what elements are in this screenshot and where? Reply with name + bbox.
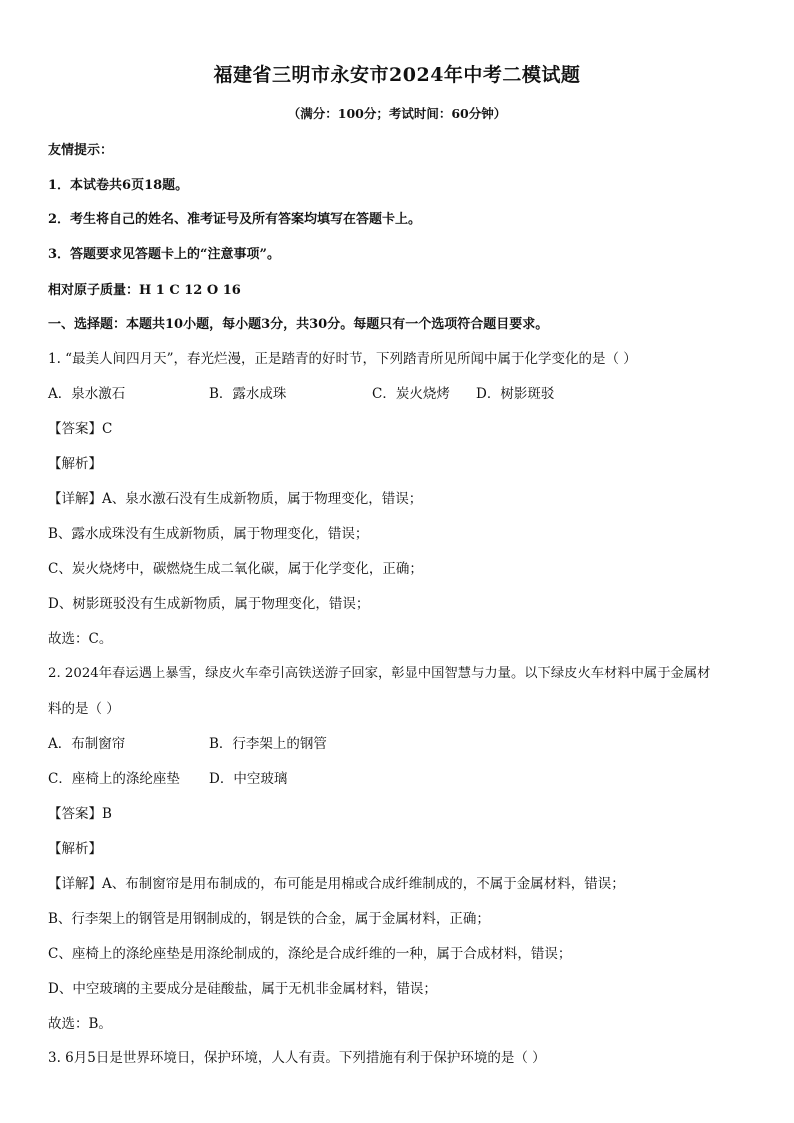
detail-line: 【详解】A、布制窗帘是用布制成的，布可能是用棉或合成纤维制成的，不属于金属材料，错误； (48, 876, 625, 892)
atomic-mass-note: 相对原子质量：H 1 C 12 O 16 (48, 283, 241, 298)
option-d: D．树影斑驳 (476, 386, 555, 402)
option-a: A．泉水激石 (48, 386, 126, 402)
section-heading: 一、选择题：本题共10小题，每小题3分，共30分。每题只有一个选项符合题目要求。 (48, 317, 549, 332)
detail-line: B、露水成珠没有生成新物质，属于物理变化，错误； (48, 526, 369, 542)
detail-line: B、行李架上的钢管是用钢制成的，钢是铁的合金，属于金属材料，正确； (48, 911, 490, 927)
answer-line: 【答案】B (48, 806, 112, 822)
detail-line: D、中空玻璃的主要成分是硅酸盐，属于无机非金属材料，错误； (48, 981, 437, 997)
analysis-heading: 【解析】 (48, 456, 102, 472)
page-title: 福建省三明市永安市2024年中考二模试题 (213, 64, 581, 86)
question-stem: 3. 6月5日是世界环境日，保护环境，人人有责。下列措施有利于保护环境的是（ ） (48, 1050, 546, 1066)
notice-item: 1．本试卷共6页18题。 (48, 178, 189, 193)
exam-info: （满分：100分；考试时间：60分钟） (287, 106, 507, 121)
option-b: B．行李架上的钢管 (209, 736, 327, 752)
option-b: B．露水成珠 (209, 386, 287, 402)
option-c: C．炭火烧烤 (372, 386, 450, 402)
option-a: A．布制窗帘 (48, 736, 126, 752)
analysis-heading: 【解析】 (48, 841, 102, 857)
detail-line: 【详解】A、泉水激石没有生成新物质，属于物理变化，错误； (48, 491, 423, 507)
conclusion-line: 故选：B。 (48, 1016, 112, 1032)
notice-heading: 友情提示： (48, 143, 114, 158)
detail-line: C、座椅上的涤纶座垫是用涤纶制成的，涤纶是合成纤维的一种，属于合成材料，错误； (48, 946, 572, 962)
option-c: C．座椅上的涤纶座垫 (48, 771, 180, 787)
question-stem: 2. 2024年春运遇上暴雪，绿皮火车牵引高铁送游子回家，彰显中国智慧与力量。以下绿皮火车材料中属于金属材 (48, 666, 711, 681)
option-d: D．中空玻璃 (209, 771, 288, 787)
detail-line: D、树影斑驳没有生成新物质，属于物理变化，错误； (48, 596, 370, 612)
conclusion-line: 故选：C。 (48, 631, 113, 647)
detail-line: C、炭火烧烤中，碳燃烧生成二氧化碳，属于化学变化，正确； (48, 561, 423, 577)
answer-line: 【答案】C (48, 421, 113, 437)
notice-item: 3．答题要求见答题卡上的“注意事项”。 (48, 247, 281, 262)
notice-item: 2．考生将自己的姓名、准考证号及所有答案均填写在答题卡上。 (48, 212, 422, 227)
question-stem-continued: 料的是（ ） (48, 701, 120, 717)
question-stem: 1. “最美人间四月天”，春光烂漫，正是踏青的好时节，下列踏青所见所闻中属于化学变化的是（ ） (48, 351, 637, 367)
